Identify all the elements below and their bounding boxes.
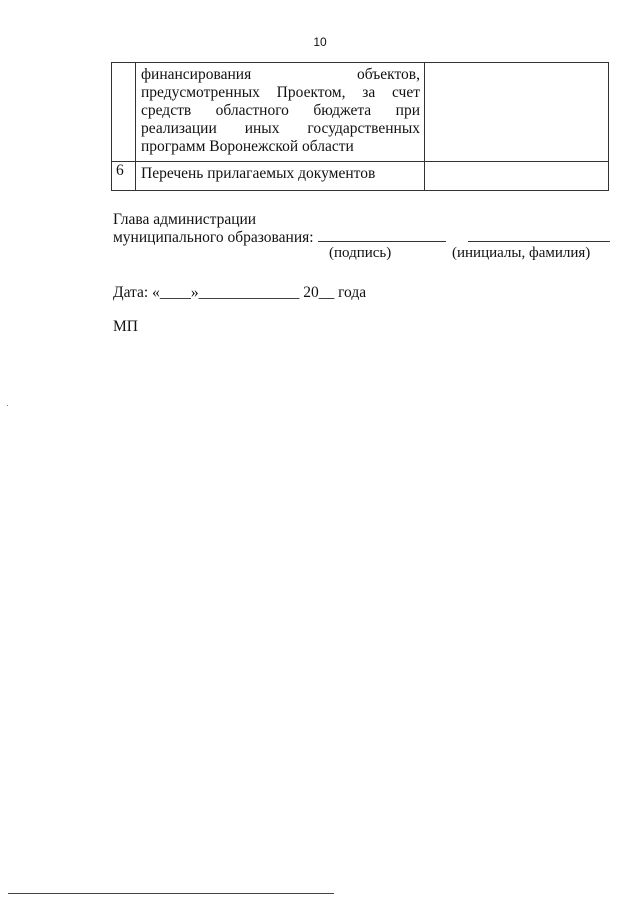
date-line: Дата: «____»_____________ 20__ года <box>113 284 367 301</box>
signature-blank-line <box>318 241 446 242</box>
row-number-cell: 6 <box>112 162 136 191</box>
table-row <box>112 162 609 191</box>
scan-edge-line <box>8 893 334 894</box>
description-line: программ Воронежской области <box>141 138 354 155</box>
description-line: средств областного бюджета при <box>141 102 420 119</box>
page-number: 10 <box>313 35 327 49</box>
signer-title-line-2: муниципального образования: <box>113 229 314 246</box>
description-line: предусмотренных Проектом, за счет <box>141 84 420 101</box>
row-value-cell <box>425 162 609 191</box>
name-blank-line <box>468 241 610 242</box>
stamp-label: МП <box>113 318 138 335</box>
description-line: реализации иных государственных <box>141 120 420 137</box>
description-line: Перечень прилагаемых документов <box>141 165 376 182</box>
row-description-cell <box>136 162 425 191</box>
scan-speck <box>7 405 8 406</box>
name-caption: (инициалы, фамилия) <box>452 245 591 261</box>
row-value-cell <box>425 63 609 162</box>
application-table <box>111 62 609 191</box>
signature-caption: (подпись) <box>329 245 392 261</box>
row-number-cell <box>112 63 136 162</box>
signer-title-line-1: Глава администрации <box>113 211 257 228</box>
table-row <box>112 63 609 162</box>
description-line: финансирования объектов, <box>141 66 420 83</box>
row-description-cell <box>136 63 425 162</box>
